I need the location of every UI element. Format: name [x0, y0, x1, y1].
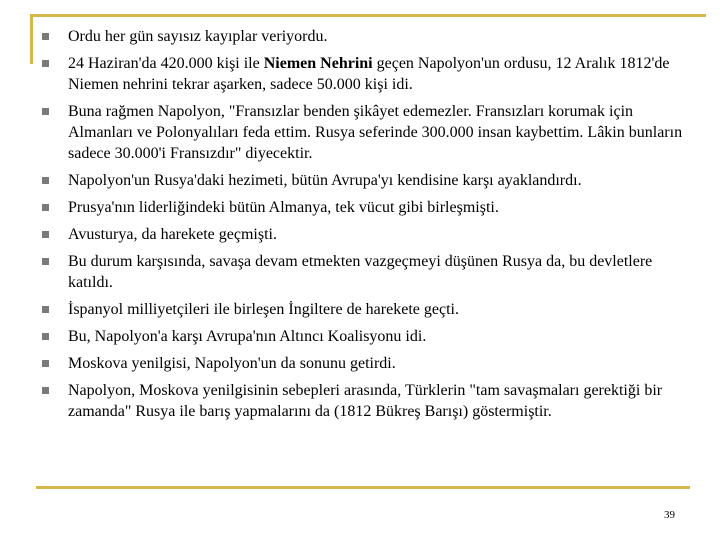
- square-bullet-icon: [42, 360, 49, 367]
- item-text: Napolyon'un Rusya'daki hezimeti, bütün Avrupa'yı kendisine karşı ayaklandırdı.: [68, 172, 582, 189]
- page-number: 39: [664, 509, 675, 521]
- item-text: Bu durum karşısında, savaşa devam etmekten vazgeçmeyi düşünen Rusya da, bu devletlere katıldı.: [68, 253, 653, 291]
- list-item: [40, 326, 700, 347]
- item-text-bold: Niemen Nehrini: [263, 55, 373, 72]
- item-text: Buna rağmen Napolyon, "Fransızlar benden şikâyet edemezler. Fransızları korumak için Almanları ve Polonyalıları feda ettim. Rusya seferinde 300.000 insan kaybettim. Lâkin bunların sadece 30.000'i Fransızdır" diyecektir.: [68, 103, 683, 162]
- item-text: Prusya'nın liderliğindeki bütün Almanya, tek vücut gibi birleşmişti.: [68, 199, 499, 216]
- square-bullet-icon: [42, 108, 49, 115]
- square-bullet-icon: [42, 387, 49, 394]
- item-text: Napolyon, Moskova yenilgisinin sebepleri arasında, Türklerin "tam savaşmaları gerektiği bir zamanda" Rusya ile barış yapmalarını da (1812 Bükreş Barışı) göstermiştir.: [68, 382, 663, 420]
- list-item: [40, 170, 700, 191]
- item-text-tail: geçen Napolyon'un ordusu, 12 Aralık 1812'de Niemen nehrini tekrar aşarken, sadece 50.000 kişi idi.: [68, 55, 670, 93]
- item-text: Moskova yenilgisi, Napolyon'un da sonunu getirdi.: [68, 355, 396, 372]
- list-item: [40, 299, 700, 320]
- square-bullet-icon: [42, 204, 49, 211]
- top-rule: [30, 14, 706, 17]
- list-item: [40, 251, 700, 293]
- list-item: [40, 380, 700, 422]
- square-bullet-icon: [42, 231, 49, 238]
- item-text: Avusturya, da harekete geçmişti.: [68, 226, 277, 243]
- list-item: [40, 197, 700, 218]
- item-text: Bu, Napolyon'a karşı Avrupa'nın Altıncı Koalisyonu idi.: [68, 328, 427, 345]
- square-bullet-icon: [42, 306, 49, 313]
- list-item: [40, 224, 700, 245]
- square-bullet-icon: [42, 333, 49, 340]
- list-item: [40, 26, 700, 47]
- bullet-list: [40, 26, 700, 428]
- bottom-rule: [36, 486, 690, 489]
- square-bullet-icon: [42, 33, 49, 40]
- left-rule: [30, 14, 33, 64]
- list-item: [40, 353, 700, 374]
- square-bullet-icon: [42, 258, 49, 265]
- square-bullet-icon: [42, 177, 49, 184]
- item-text: 24 Haziran'da 420.000 kişi ile: [68, 55, 264, 72]
- list-item: [40, 53, 700, 95]
- list-item: [40, 101, 700, 164]
- item-text: Ordu her gün sayısız kayıplar veriyordu.: [68, 28, 328, 45]
- square-bullet-icon: [42, 60, 49, 67]
- item-text: İspanyol milliyetçileri ile birleşen İngiltere de harekete geçti.: [68, 301, 459, 318]
